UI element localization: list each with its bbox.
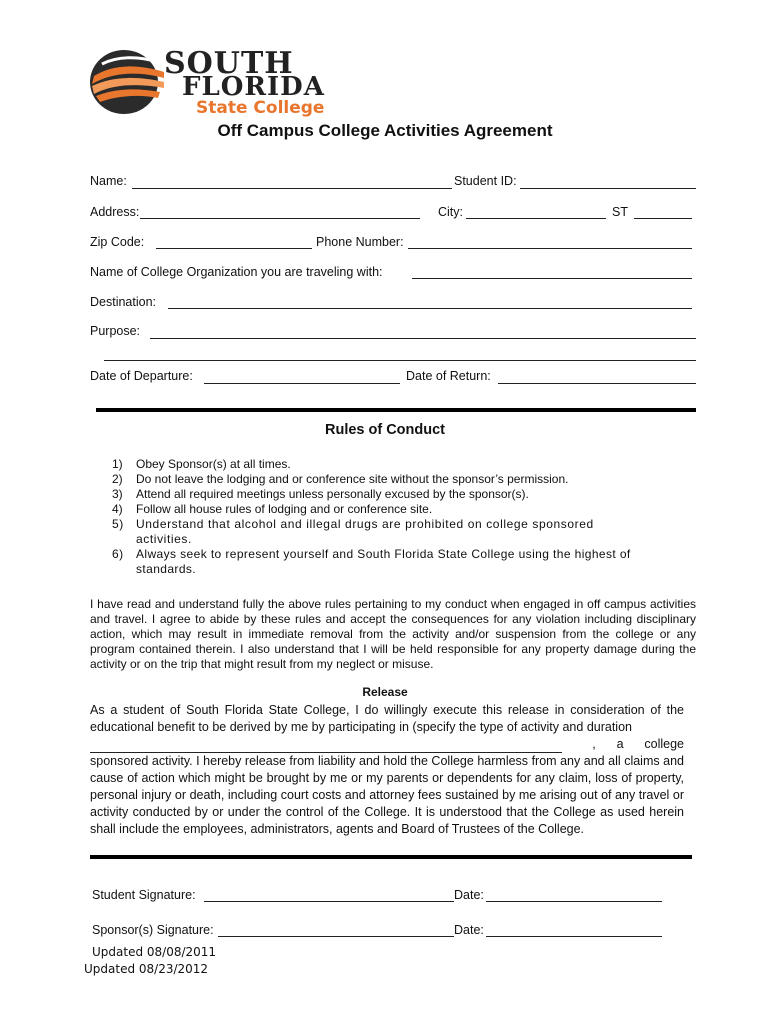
zip-field[interactable]: [156, 235, 312, 249]
document-title: Off Campus College Activities Agreement: [217, 121, 553, 140]
student-date-field[interactable]: [486, 888, 662, 902]
rule-text: Do not leave the lodging and or conference site without the sponsor’s permission.: [136, 472, 569, 486]
rule-number: 4): [112, 502, 123, 516]
departure-field[interactable]: [204, 370, 400, 384]
logo-text-south: SOUTH: [164, 46, 294, 81]
student-signature-label: Student Signature:: [92, 888, 196, 902]
address-field[interactable]: [140, 205, 420, 219]
student-date-label: Date:: [454, 888, 484, 902]
name-label: Name:: [90, 174, 127, 188]
rules-list: [112, 457, 632, 577]
sponsor-signature-field[interactable]: [218, 923, 454, 937]
section-divider: [90, 855, 692, 859]
rule-number: 5): [112, 517, 124, 531]
student-id-field[interactable]: [520, 175, 696, 189]
destination-field[interactable]: [168, 295, 692, 309]
city-label: City:: [438, 205, 463, 219]
purpose-field[interactable]: [150, 325, 696, 339]
rule-number: 3): [112, 487, 123, 501]
rule-item: [112, 472, 632, 487]
rule-text: Follow all house rules of lodging and or conference site.: [136, 502, 433, 516]
release-after-blank: , a college: [592, 737, 684, 751]
college-logo: [88, 40, 328, 120]
rule-item: [112, 517, 632, 547]
section-divider: [96, 408, 696, 412]
rule-item: [112, 487, 632, 502]
rule-number: 6): [112, 547, 124, 561]
rule-text: Always seek to represent yourself and South Florida State College using the highest of standards.: [136, 547, 631, 576]
purpose-label: Purpose:: [90, 324, 141, 338]
logo-text-state-college: State College: [196, 98, 325, 118]
release-intro: As a student of South Florida State College, I do willingly execute this release in consideration of the educational benefit to be derived by me by participating in (specify the type of activity and duration: [90, 703, 684, 734]
activity-duration-field[interactable]: [90, 738, 562, 753]
name-field[interactable]: [132, 175, 452, 189]
updated-note: Updated 08/23/2012: [84, 962, 209, 976]
rule-text: Obey Sponsor(s) at all times.: [136, 457, 291, 471]
rules-title: Rules of Conduct: [324, 422, 446, 438]
logo-swoosh-icon: [88, 46, 166, 116]
phone-label: Phone Number:: [316, 235, 404, 249]
student-id-label: Student ID:: [454, 174, 517, 188]
departure-label: Date of Departure:: [90, 369, 193, 383]
sponsor-date-label: Date:: [454, 923, 484, 937]
student-signature-field[interactable]: [204, 888, 454, 902]
sponsor-signature-label: Sponsor(s) Signature:: [92, 923, 214, 937]
rule-item: [112, 502, 632, 517]
organization-field[interactable]: [412, 265, 692, 279]
phone-field[interactable]: [408, 235, 692, 249]
release-title: Release: [362, 685, 408, 699]
city-field[interactable]: [466, 205, 606, 219]
return-field[interactable]: [498, 370, 696, 384]
rule-text: Attend all required meetings unless personally excused by the sponsor(s).: [136, 487, 529, 501]
state-field[interactable]: [634, 205, 692, 219]
return-label: Date of Return:: [406, 369, 491, 383]
address-label: Address:: [90, 205, 140, 219]
rule-number: 2): [112, 472, 123, 486]
rule-item: [112, 547, 632, 577]
logo-text-florida: FLORIDA: [182, 72, 325, 102]
release-body: sponsored activity. I hereby release from liability and hold the College harmless from any and all claims and cause of action which might be brought by me or my parents or dependents for any claim, loss of property, personal injury or death, including court costs and attorney fees sustained by me arising out of any travel or activity conducted by or under the control of the College. It is understood that the College as used herein shall include the employees, administrators, agents and Board of Trustees of the College.: [90, 754, 684, 836]
sponsor-date-field[interactable]: [486, 923, 662, 937]
organization-label: Name of College Organization you are traveling with:: [90, 265, 383, 279]
release-paragraph: [90, 702, 684, 838]
purpose-field-line2[interactable]: [104, 347, 696, 361]
state-label: ST: [612, 205, 628, 219]
rule-item: [112, 457, 632, 472]
zip-label: Zip Code:: [90, 235, 145, 249]
rule-text: Understand that alcohol and illegal drugs are prohibited on college sponsored activities.: [136, 517, 594, 546]
rule-number: 1): [112, 457, 123, 471]
destination-label: Destination:: [90, 295, 157, 309]
acknowledgement-paragraph: I have read and understand fully the above rules pertaining to my conduct when engaged in off campus activities and travel. I agree to abide by these rules and accept the consequences for any violation including disciplinary action, which may result in immediate removal from the activity and/or suspension from the college or any program contained therein. I also understand that I will be held responsible for any property damage during the activity or on the trip that might result from my neglect or misuse.: [90, 597, 696, 671]
updated-note: Updated 08/08/2011: [92, 945, 217, 959]
